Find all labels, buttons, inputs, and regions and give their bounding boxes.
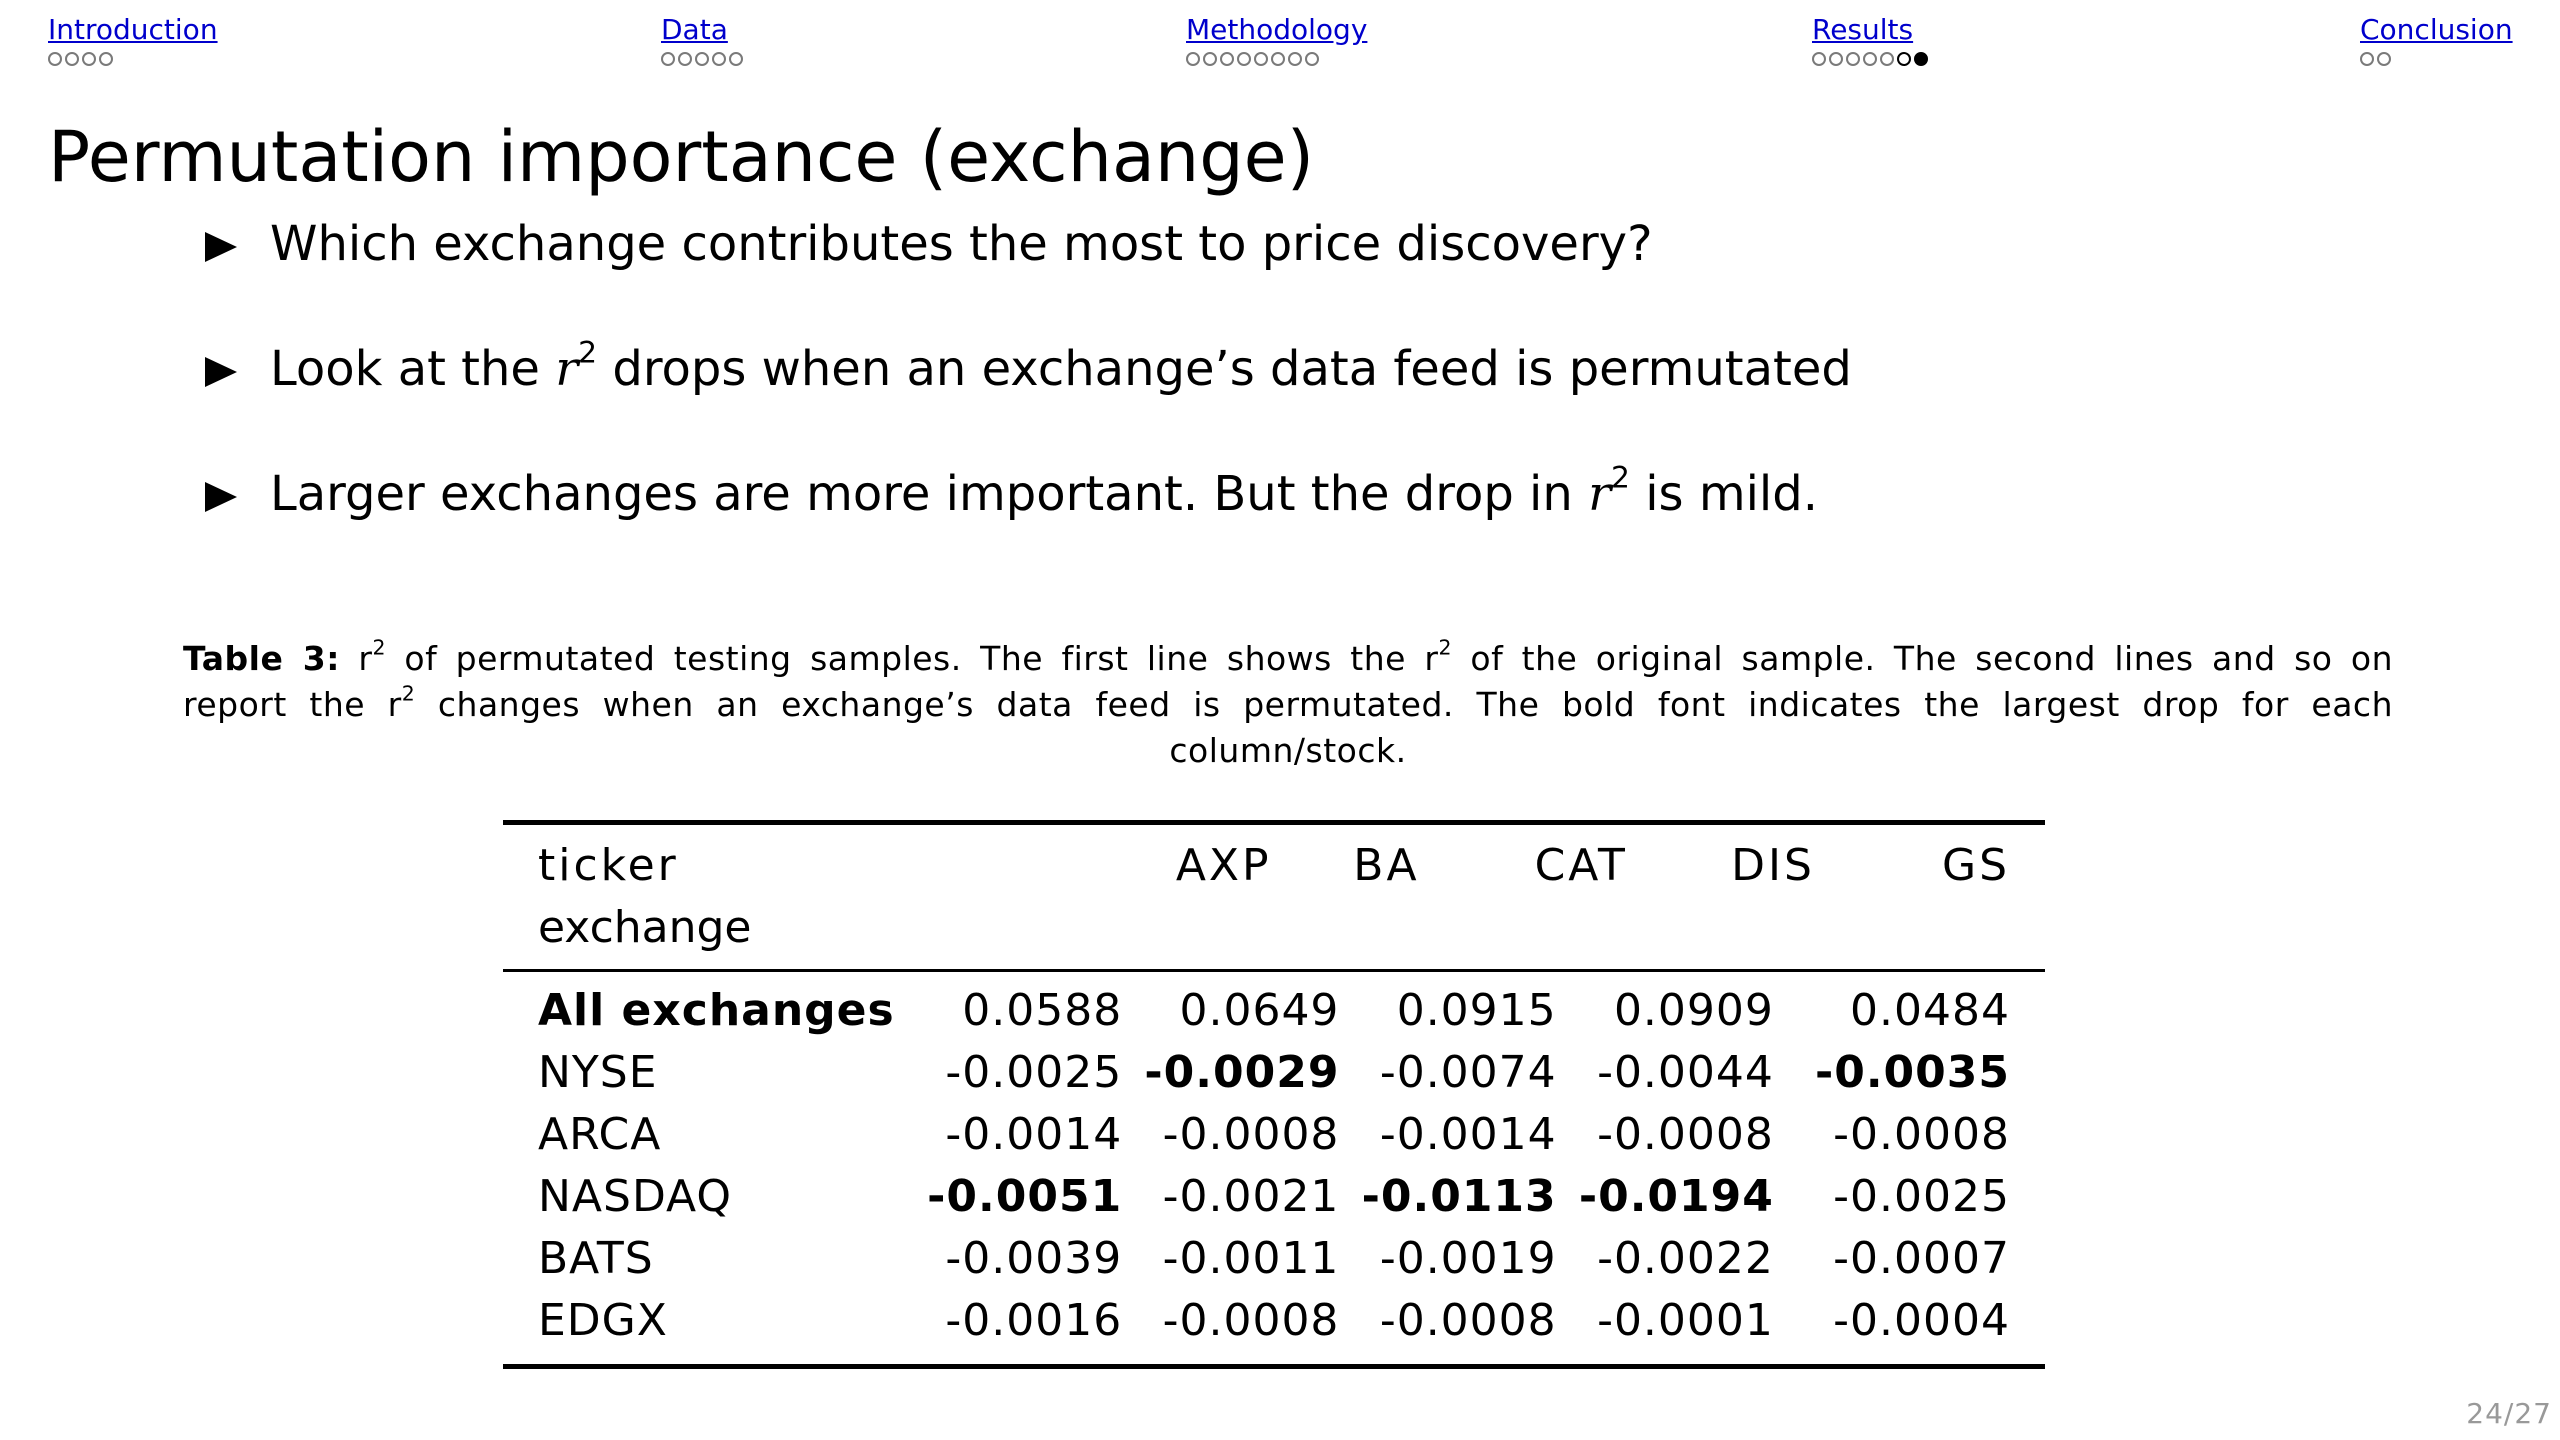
nav-link-data[interactable]: Data	[661, 13, 728, 46]
caption-text: r	[339, 639, 373, 678]
header-exchange-label: exchange	[538, 902, 752, 953]
table-header-row	[503, 825, 2045, 897]
data-table-body	[503, 980, 2045, 1352]
nav-dot-icon[interactable]	[1203, 52, 1217, 66]
nav-dot-icon[interactable]	[1880, 52, 1894, 66]
table-cell: -0.0008	[1162, 1295, 1340, 1346]
math-r: r	[1588, 466, 1612, 522]
nav-dot-icon[interactable]	[99, 52, 113, 66]
nav-section-results	[1812, 12, 1928, 66]
data-table	[503, 825, 2045, 959]
caption-line: column/stock.	[1169, 731, 1407, 770]
caption-text: report the r	[183, 685, 402, 724]
caption-exponent: 2	[1438, 635, 1452, 660]
nav-dot-icon[interactable]	[1305, 52, 1319, 66]
triangle-bullet-icon	[205, 482, 237, 512]
nav-dots-introduction	[48, 52, 218, 66]
nav-dot-icon[interactable]	[1829, 52, 1843, 66]
caption-text: of the original sample. The second lines and so on	[1451, 639, 2393, 678]
math-r: r	[555, 341, 579, 397]
caption-text: changes when an exchange’s data feed is permutated. The bold font indicates the largest drop for each	[415, 685, 2393, 724]
table-cell: -0.0051	[927, 1171, 1123, 1222]
nav-dot-icon[interactable]	[82, 52, 96, 66]
nav-dot-icon[interactable]	[695, 52, 709, 66]
nav-section-introduction	[48, 12, 218, 66]
table-cell: -0.0014	[1379, 1109, 1557, 1160]
nav-section-methodology	[1186, 12, 1367, 66]
nav-dot-current-icon[interactable]	[1897, 52, 1911, 66]
table-cell: -0.0004	[1833, 1295, 2010, 1346]
bullet-text: Which exchange contributes the most to price discovery?	[270, 216, 1653, 272]
nav-dot-icon[interactable]	[1186, 52, 1200, 66]
nav-link-conclusion[interactable]: Conclusion	[2360, 13, 2513, 46]
table-cell: -0.0007	[1833, 1233, 2010, 1284]
table-header-row-2	[503, 897, 2045, 959]
caption-line	[183, 682, 2393, 728]
nav-dots-conclusion	[2360, 52, 2513, 66]
table-cell: -0.0011	[1162, 1233, 1340, 1284]
nav-dot-icon[interactable]	[1271, 52, 1285, 66]
column-header: CAT	[1534, 840, 1628, 891]
bullet-item	[205, 462, 1852, 526]
row-label: EDGX	[538, 1295, 668, 1346]
table-cell: 0.0649	[1179, 985, 1340, 1036]
table-cell: -0.0001	[1597, 1295, 1774, 1346]
bullet-item	[205, 212, 1852, 276]
nav-dot-icon[interactable]	[2360, 52, 2374, 66]
caption-text: of permutated testing samples. The first line shows the r	[385, 639, 1439, 678]
bullet-text-pre: Larger exchanges are more important. But the drop in	[270, 466, 1589, 522]
table-cell: 0.0484	[1850, 985, 2010, 1036]
row-label: All exchanges	[538, 985, 895, 1036]
table-cell: -0.0113	[1361, 1171, 1557, 1222]
column-header: GS	[1941, 840, 2010, 891]
table-cell: -0.0035	[1814, 1047, 2010, 1098]
nav-dot-icon[interactable]	[48, 52, 62, 66]
row-label: NYSE	[538, 1047, 658, 1098]
triangle-bullet-icon	[205, 357, 237, 387]
table-row	[503, 1228, 2045, 1290]
math-exponent: 2	[578, 335, 598, 371]
bullet-text-pre: Look at the	[270, 341, 556, 397]
caption-label: Table 3:	[183, 639, 340, 678]
nav-link-results[interactable]: Results	[1812, 13, 1914, 46]
nav-dot-icon[interactable]	[1812, 52, 1826, 66]
nav-dot-filled-icon[interactable]	[1914, 52, 1928, 66]
page-number: 24/27	[2466, 1397, 2552, 1430]
table-row	[503, 1166, 2045, 1228]
nav-dot-icon[interactable]	[729, 52, 743, 66]
table-cell: -0.0025	[945, 1047, 1123, 1098]
table-cell: -0.0074	[1379, 1047, 1557, 1098]
table-cell: -0.0044	[1597, 1047, 1774, 1098]
row-label: ARCA	[538, 1109, 662, 1160]
table-cell: -0.0014	[945, 1109, 1123, 1160]
table-cell: -0.0019	[1379, 1233, 1557, 1284]
nav-dots-data	[661, 52, 743, 66]
bullet-text-post: drops when an exchange’s data feed is permutated	[597, 341, 1852, 397]
table-caption	[183, 636, 2393, 774]
bullet-text-post: is mild.	[1629, 466, 1818, 522]
table-cell: -0.0194	[1578, 1171, 1774, 1222]
table-cell: -0.0008	[1597, 1109, 1774, 1160]
nav-dot-icon[interactable]	[1237, 52, 1251, 66]
bullet-list	[205, 212, 1852, 587]
table-cell: -0.0025	[1833, 1171, 2010, 1222]
section-navigation	[0, 0, 2560, 90]
table-row	[503, 1104, 2045, 1166]
nav-dot-icon[interactable]	[1288, 52, 1302, 66]
row-label: BATS	[538, 1233, 654, 1284]
nav-dot-icon[interactable]	[1863, 52, 1877, 66]
nav-dot-icon[interactable]	[2377, 52, 2391, 66]
nav-dots-results	[1812, 52, 1928, 66]
table-cell: -0.0029	[1144, 1047, 1340, 1098]
nav-section-conclusion	[2360, 12, 2513, 66]
results-table	[503, 820, 2045, 1369]
math-exponent: 2	[1611, 460, 1630, 496]
table-mid-rule	[503, 969, 2045, 972]
table-cell: -0.0022	[1597, 1233, 1774, 1284]
table-cell: 0.0909	[1613, 985, 1774, 1036]
nav-dots-methodology	[1186, 52, 1367, 66]
nav-dot-icon[interactable]	[661, 52, 675, 66]
nav-dot-icon[interactable]	[1220, 52, 1234, 66]
nav-section-data	[661, 12, 743, 66]
nav-dot-icon[interactable]	[1846, 52, 1860, 66]
table-cell: -0.0021	[1162, 1171, 1340, 1222]
caption-line	[183, 636, 2393, 682]
column-header: AXP	[1175, 840, 1272, 891]
slide-title: Permutation importance (exchange)	[48, 116, 1315, 198]
row-label: NASDAQ	[538, 1171, 733, 1222]
table-bottom-rule	[503, 1364, 2045, 1369]
nav-dot-icon[interactable]	[678, 52, 692, 66]
column-header: DIS	[1731, 840, 1815, 891]
table-row	[503, 1042, 2045, 1104]
nav-dot-icon[interactable]	[1254, 52, 1268, 66]
table-row	[503, 980, 2045, 1042]
triangle-bullet-icon	[205, 232, 237, 262]
table-cell: -0.0008	[1379, 1295, 1557, 1346]
nav-dot-icon[interactable]	[65, 52, 79, 66]
table-cell: -0.0016	[945, 1295, 1123, 1346]
table-cell: 0.0915	[1396, 985, 1557, 1036]
table-cell: -0.0008	[1833, 1109, 2010, 1160]
caption-exponent: 2	[401, 681, 416, 706]
nav-link-introduction[interactable]: Introduction	[48, 13, 218, 46]
table-cell: 0.0588	[962, 985, 1123, 1036]
nav-link-methodology[interactable]: Methodology	[1186, 13, 1368, 46]
table-cell: -0.0039	[945, 1233, 1123, 1284]
caption-exponent: 2	[372, 635, 386, 660]
table-row	[503, 1290, 2045, 1352]
table-body	[503, 980, 2045, 1352]
nav-dot-icon[interactable]	[712, 52, 726, 66]
header-ticker-label: ticker	[538, 840, 679, 891]
table-cell: -0.0008	[1162, 1109, 1340, 1160]
column-header: BA	[1353, 840, 1420, 891]
bullet-item	[205, 337, 1852, 401]
